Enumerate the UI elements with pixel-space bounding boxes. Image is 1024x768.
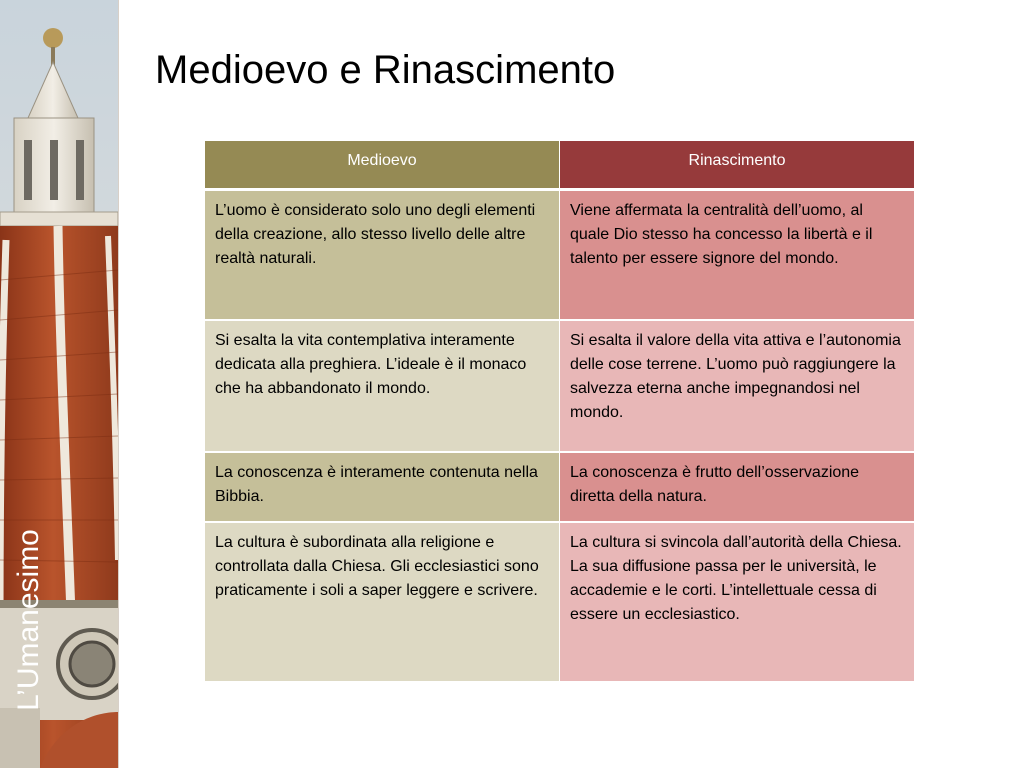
header-rinascimento: Rinascimento bbox=[560, 141, 915, 191]
cell-medioevo: Si esalta la vita contemplativa interamente dedicata alla preghiera. L’ideale è il monaco che ha abbandonato il mondo. bbox=[205, 321, 560, 453]
section-label: L’Umanesimo bbox=[12, 529, 45, 711]
section-label-container bbox=[14, 520, 44, 720]
cell-rinascimento: La conoscenza è frutto dell’osservazione diretta della natura. bbox=[560, 453, 915, 523]
table-row bbox=[205, 321, 915, 453]
cell-medioevo: La conoscenza è interamente contenuta nella Bibbia. bbox=[205, 453, 560, 523]
page-title: Medioevo e Rinascimento bbox=[155, 48, 616, 92]
cell-rinascimento: La cultura si svincola dall’autorità della Chiesa. La sua diffusione passa per le università, le accademie e le corti. L’intellettuale cessa di essere un ecclesiastico. bbox=[560, 523, 915, 683]
table-row bbox=[205, 191, 915, 321]
header-medioevo: Medioevo bbox=[205, 141, 560, 191]
table-header-row bbox=[205, 141, 915, 191]
table-row bbox=[205, 523, 915, 683]
cell-medioevo: La cultura è subordinata alla religione e controllata dalla Chiesa. Gli ecclesiastici sono praticamente i soli a saper leggere e scrivere. bbox=[205, 523, 560, 683]
cell-rinascimento: Si esalta il valore della vita attiva e l’autonomia delle cose terrene. L’uomo può raggiungere la salvezza eterna anche impegnandosi nel mondo. bbox=[560, 321, 915, 453]
cell-medioevo: L’uomo è considerato solo uno degli elementi della creazione, allo stesso livello delle altre realtà naturali. bbox=[205, 191, 560, 321]
cell-rinascimento: Viene affermata la centralità dell’uomo, al quale Dio stesso ha concesso la libertà e il talento per essere signore del mondo. bbox=[560, 191, 915, 321]
table-row bbox=[205, 453, 915, 523]
comparison-table bbox=[205, 141, 915, 683]
